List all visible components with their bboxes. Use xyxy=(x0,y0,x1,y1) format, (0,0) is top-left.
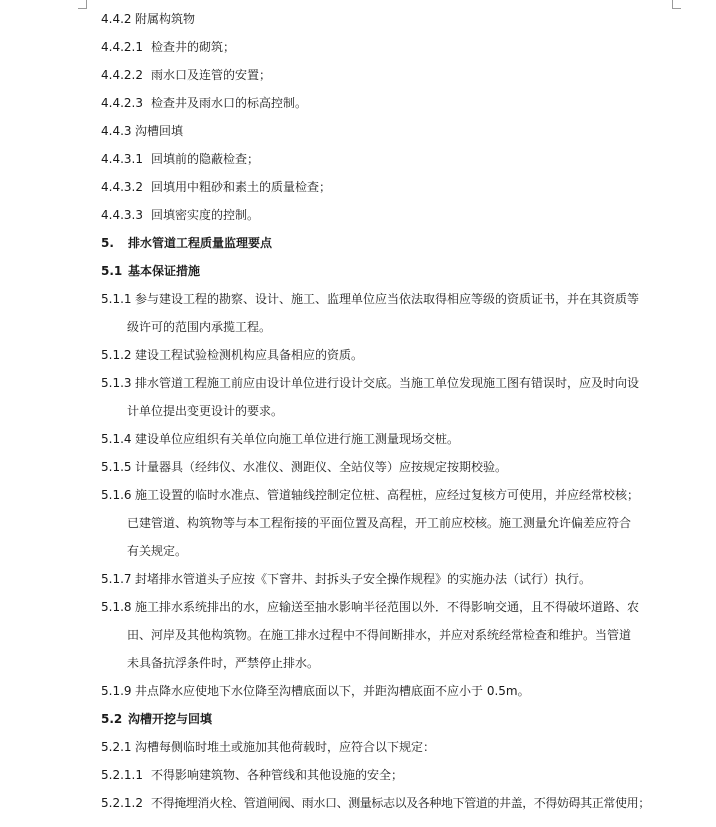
item-4-4-3-2 xyxy=(101,179,331,195)
section-number: 5.1.5 xyxy=(101,460,132,474)
item-5-1-8-continued-2: 未具备抗浮条件时，严禁停止排水。 xyxy=(127,656,320,670)
section-text: 检查井及雨水口的标高控制。 xyxy=(151,96,308,110)
crop-mark-top-right-horizontal xyxy=(672,8,681,9)
item-5-2-1 xyxy=(101,739,435,755)
section-number: 4.4.2.2 xyxy=(101,68,143,82)
section-text: 建设单位应组织有关单位向施工单位进行施工测量现场交桩。 xyxy=(135,432,460,446)
section-text: 排水管道工程质量监理要点 xyxy=(128,236,273,250)
item-5-1-1-continued: 级许可的范围内承揽工程。 xyxy=(127,320,272,334)
item-5-1-6-continued-1: 已建管道、构筑物等与本工程衔接的平面位置及高程，开工前应校核。施工测量允许偏差应符合 xyxy=(127,516,632,530)
section-text: 附属构筑物 xyxy=(135,12,196,26)
section-number: 5.1.7 xyxy=(101,572,132,586)
item-4-4-3-3 xyxy=(101,207,259,223)
section-number: 4.4.3.1 xyxy=(101,152,143,166)
section-text: 回填密实度的控制。 xyxy=(151,208,260,222)
item-5-1-7 xyxy=(101,571,591,587)
item-5-1-3-continued: 计单位提出变更设计的要求。 xyxy=(127,404,284,418)
section-text: 回填用中粗砂和素土的质量检查； xyxy=(151,180,332,194)
section-number: 5. xyxy=(101,236,114,250)
item-4-4-3-1 xyxy=(101,151,259,167)
section-number: 4.4.3 xyxy=(101,124,132,138)
section-number: 5.1.3 xyxy=(101,376,132,390)
section-number: 5.2.1.1 xyxy=(101,768,143,782)
item-5-1-6 xyxy=(101,487,639,503)
section-text: 计量器具（经纬仪、水准仪、测距仪、全站仪等）应按规定按期校验。 xyxy=(135,460,508,474)
section-number: 5.1.4 xyxy=(101,432,132,446)
section-number: 4.4.2 xyxy=(101,12,132,26)
section-text: 雨水口及连管的安置； xyxy=(151,68,272,82)
section-number: 5.1.1 xyxy=(101,292,132,306)
item-5-1-3 xyxy=(101,375,639,391)
section-text: 沟槽每侧临时堆土或施加其他荷载时，应符合以下规定： xyxy=(135,740,436,754)
section-text: 施工排水系统排出的水，应输送至抽水影响半径范围以外．不得影响交通，且不得破坏道路、农 xyxy=(135,600,640,614)
section-text: 检查井的砌筑； xyxy=(151,40,236,54)
item-5-1-2 xyxy=(101,347,363,363)
item-5-1-8-continued-1: 田、河岸及其他构筑物。在施工排水过程中不得间断排水，并应对系统经常检查和维护。当管道 xyxy=(127,628,632,642)
section-number: 5.1.8 xyxy=(101,600,132,614)
heading-5-2 xyxy=(101,711,212,727)
crop-mark-top-left-horizontal xyxy=(78,8,87,9)
section-text: 沟槽开挖与回填 xyxy=(128,712,213,726)
item-5-1-6-continued-2: 有关规定。 xyxy=(127,544,188,558)
crop-mark-top-right-vertical xyxy=(672,0,673,8)
item-5-1-9 xyxy=(101,683,530,699)
section-text: 回填前的隐蔽检查； xyxy=(151,152,260,166)
section-text: 施工设置的临时水准点、管道轴线控制定位桩、高程桩，应经过复核方可使用，并应经常校核； xyxy=(135,488,640,502)
section-text: 不得掩埋消火栓、管道闸阀、雨水口、测量标志以及各种地下管道的井盖，不得妨碍其正常使用； xyxy=(151,796,650,810)
item-5-1-5 xyxy=(101,459,507,475)
section-number: 5.1.9 xyxy=(101,684,132,698)
heading-5-1 xyxy=(101,263,200,279)
item-4-4-2-1 xyxy=(101,39,235,55)
item-5-2-1-1 xyxy=(101,767,403,783)
crop-mark-top-left-vertical xyxy=(86,0,87,8)
section-number: 5.2.1 xyxy=(101,740,132,754)
section-number: 4.4.2.1 xyxy=(101,40,143,54)
section-number: 5.1.2 xyxy=(101,348,132,362)
section-text: 基本保证措施 xyxy=(128,264,201,278)
section-number: 5.1.6 xyxy=(101,488,132,502)
item-5-1-4 xyxy=(101,431,459,447)
section-text: 不得影响建筑物、各种管线和其他设施的安全； xyxy=(151,768,404,782)
section-number: 5.1 xyxy=(101,264,123,278)
item-4-4-2-3 xyxy=(101,95,307,111)
heading-5 xyxy=(101,235,272,251)
section-text: 排水管道工程施工前应由设计单位进行设计交底。当施工单位发现施工图有错误时，应及时向设 xyxy=(135,376,640,390)
section-number: 5.2 xyxy=(101,712,123,726)
heading-4-4-2 xyxy=(101,11,195,27)
section-number: 4.4.2.3 xyxy=(101,96,143,110)
section-text: 封堵排水管道头子应按《下窨井、封拆头子安全操作规程》的实施办法（试行）执行。 xyxy=(135,572,592,586)
heading-4-4-3 xyxy=(101,123,183,139)
item-5-1-1 xyxy=(101,291,639,307)
section-text: 井点降水应使地下水位降至沟槽底面以下，并距沟槽底面不应小于 0.5m。 xyxy=(135,684,530,698)
section-number: 4.4.3.2 xyxy=(101,180,143,194)
item-5-2-1-2 xyxy=(101,795,650,811)
section-text: 参与建设工程的勘察、设计、施工、监理单位应当依法取得相应等级的资质证书，并在其资质等 xyxy=(135,292,640,306)
section-number: 5.2.1.2 xyxy=(101,796,143,810)
section-number: 4.4.3.3 xyxy=(101,208,143,222)
item-5-1-8 xyxy=(101,599,639,615)
section-text: 沟槽回填 xyxy=(135,124,184,138)
item-4-4-2-2 xyxy=(101,67,271,83)
section-text: 建设工程试验检测机构应具备相应的资质。 xyxy=(135,348,364,362)
